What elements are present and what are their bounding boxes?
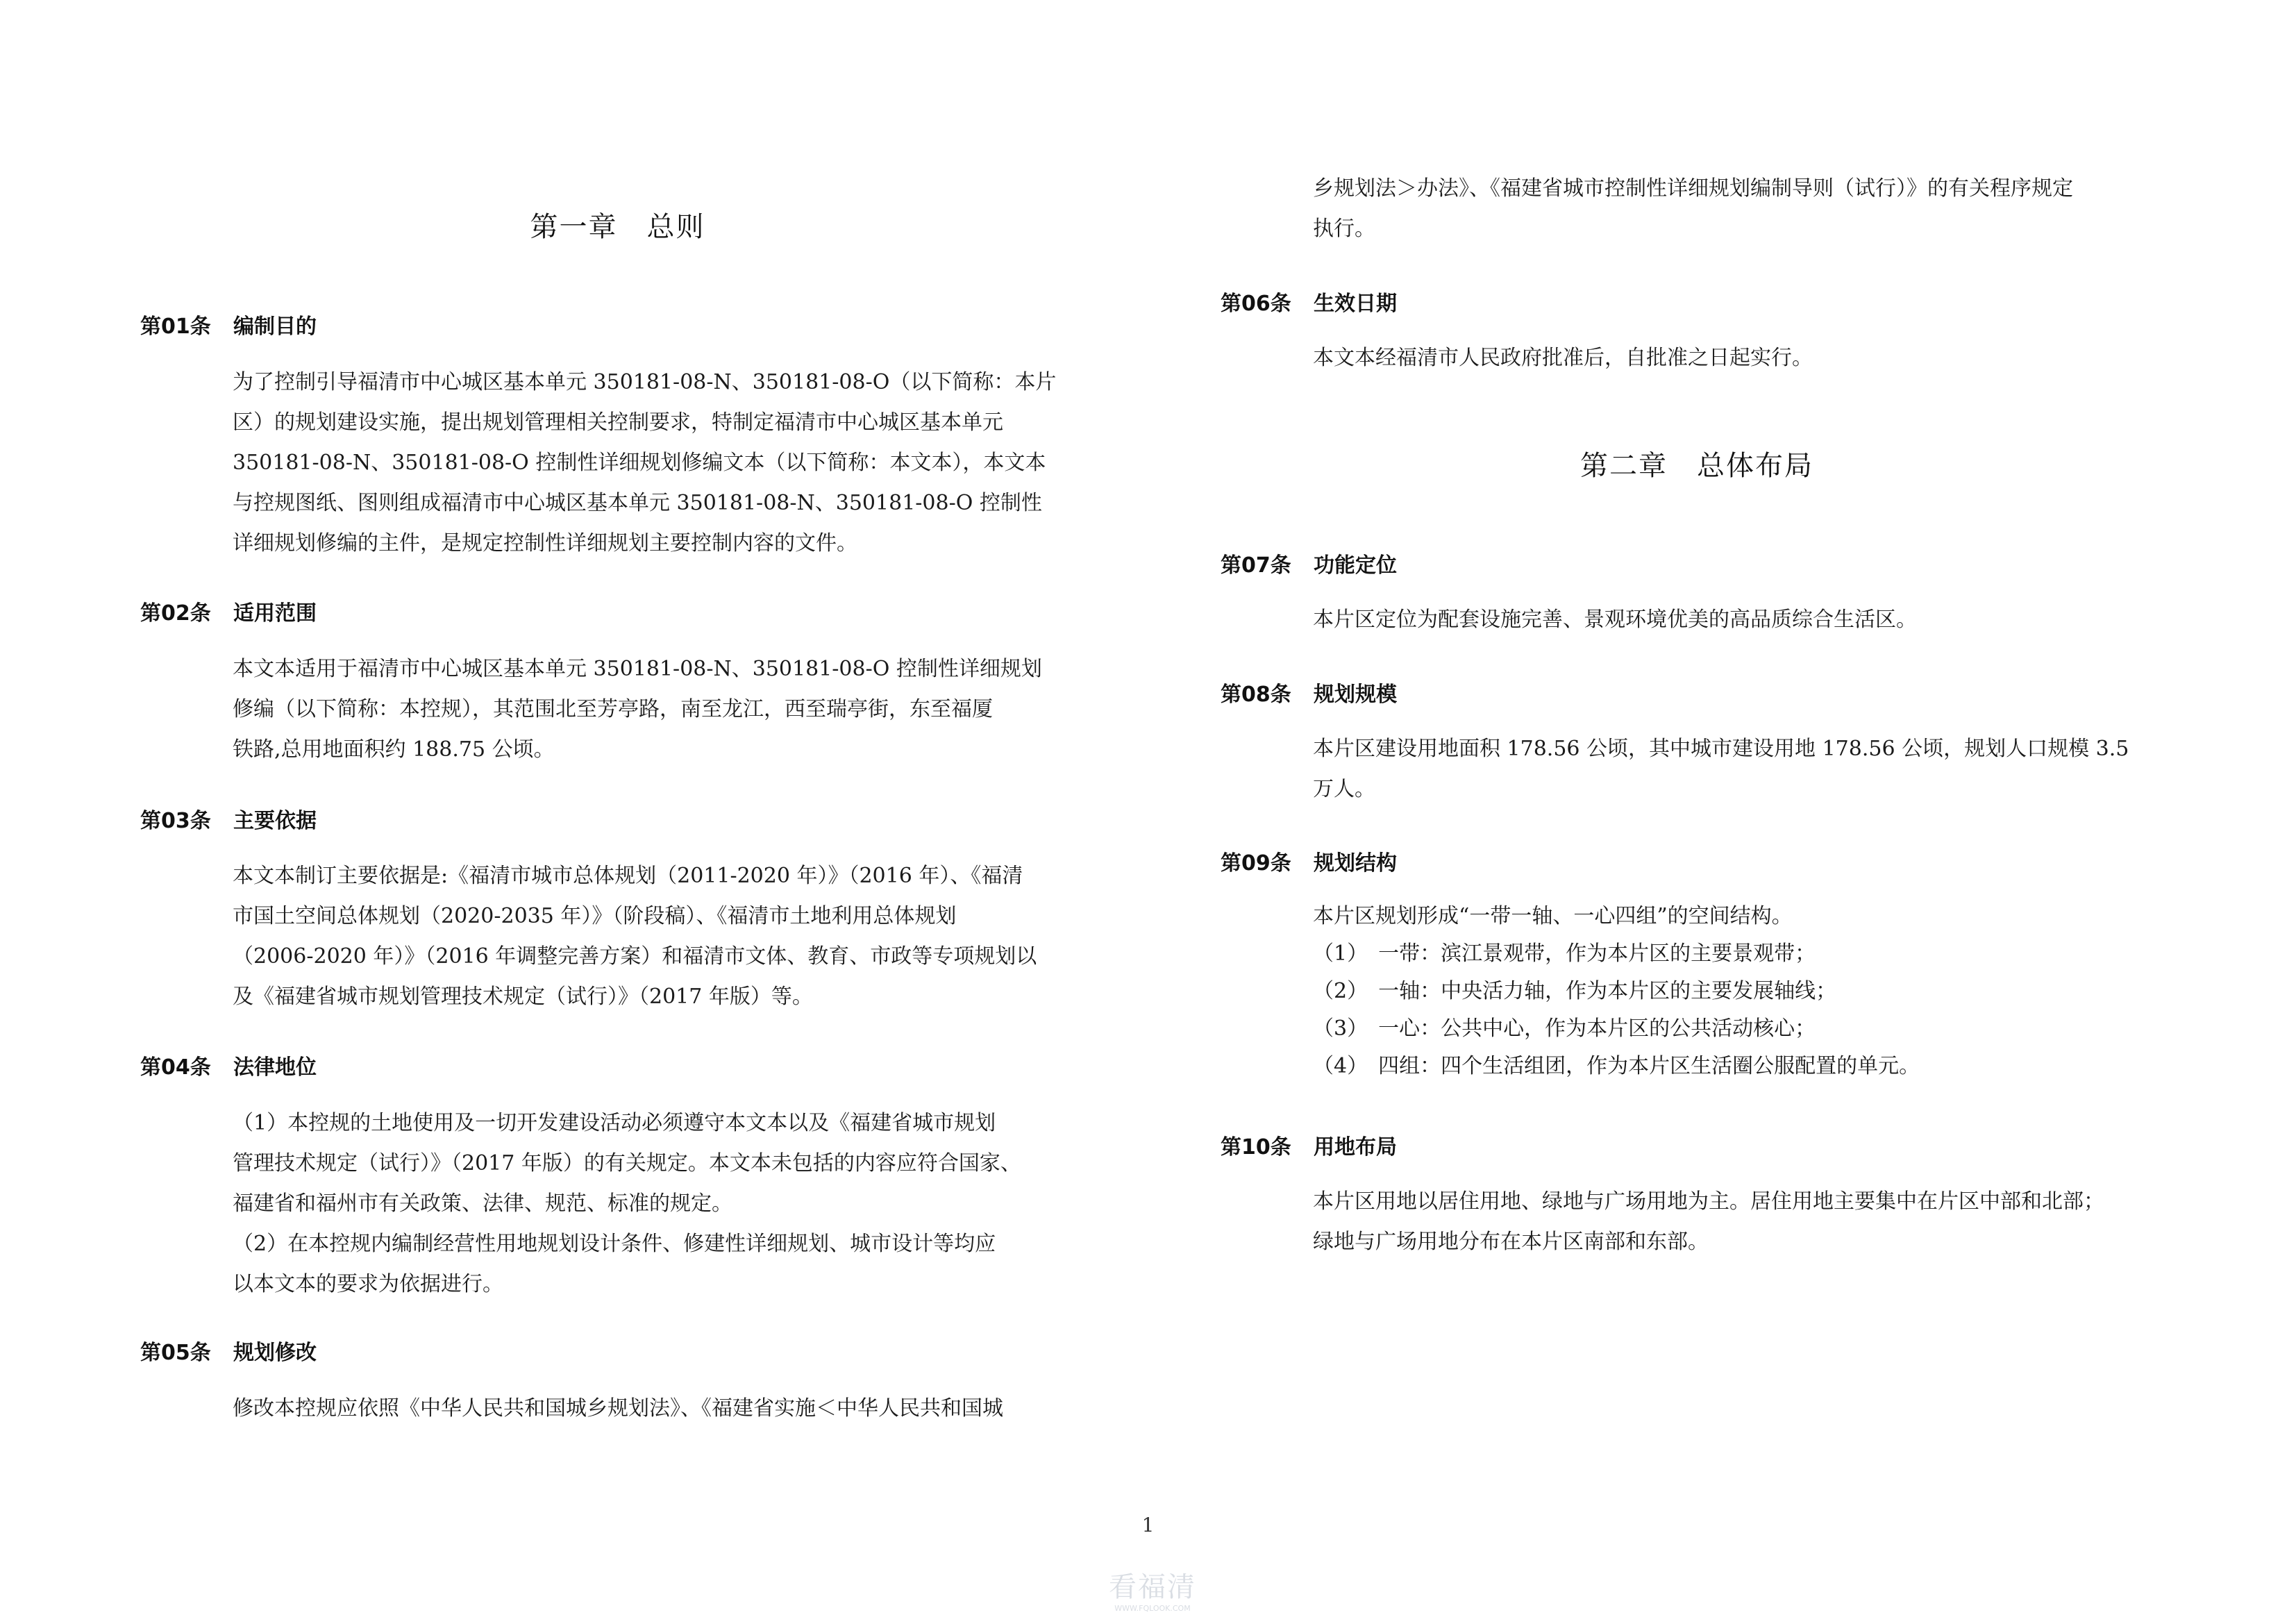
article-01-line: 详细规划修编的主件，是规定控制性详细规划主要控制内容的文件。 xyxy=(233,531,857,555)
page-number: 1 xyxy=(1141,1514,1155,1537)
article-01-line: 350181-08-N、350181-08-O 控制性详细规划修编文本（以下简称：本文本），本文本 xyxy=(233,451,1046,475)
article-05-continued-body xyxy=(1313,169,2173,249)
article-06-number: 第06条 xyxy=(1221,292,1291,316)
article-05-line: 修改本控规应依照《中华人民共和国城乡规划法》、《福建省实施＜中华人民共和国城 xyxy=(233,1396,1003,1421)
article-03-number: 第03条 xyxy=(140,809,211,833)
article-02-line: 修编（以下简称：本控规），其范围北至芳亭路，南至龙江，西至瑞亭街，东至福厦 xyxy=(233,697,993,721)
article-05-heading xyxy=(140,1335,317,1366)
article-04-title: 法律地位 xyxy=(233,1055,317,1080)
article-09-heading xyxy=(1221,846,1397,876)
article-07-heading xyxy=(1221,548,1397,578)
article-01-heading xyxy=(140,309,317,340)
article-07-number: 第07条 xyxy=(1221,553,1291,578)
article-04-line: 以本文本的要求为依据进行。 xyxy=(233,1272,503,1296)
article-04-line: （2）在本控规内编制经营性用地规划设计条件、修建性详细规划、城市设计等均应 xyxy=(233,1232,996,1256)
article-02-line: 本文本适用于福清市中心城区基本单元 350181-08-N、350181-08-O 控制性详细规划 xyxy=(233,657,1042,681)
article-06-body xyxy=(1313,338,2173,378)
article-03-body xyxy=(233,856,1095,1017)
article-02-number: 第02条 xyxy=(140,601,211,626)
article-05-line: 执行。 xyxy=(1313,217,1375,241)
article-02-heading xyxy=(140,596,317,626)
article-10-body xyxy=(1313,1182,2173,1262)
article-08-body xyxy=(1313,729,2173,810)
article-04-number: 第04条 xyxy=(140,1055,211,1080)
article-04-line: 管理技术规定（试行）》（2017 年版）的有关规定。本文本未包括的内容应符合国家、 xyxy=(233,1151,1021,1175)
article-03-line: （2006-2020 年）》（2016 年调整完善方案）和福清市文体、教育、市政等专项规划以 xyxy=(233,944,1037,969)
article-01-line: 与控规图纸、图则组成福清市中心城区基本单元 350181-08-N、350181-08-O 控制性 xyxy=(233,491,1042,515)
article-03-heading xyxy=(140,803,317,834)
article-02-title: 适用范围 xyxy=(233,601,317,626)
article-09-title: 规划结构 xyxy=(1314,851,1397,876)
article-10-heading xyxy=(1221,1130,1397,1160)
article-06-title: 生效日期 xyxy=(1314,292,1397,316)
article-03-line: 及《福建省城市规划管理技术规定（试行）》（2017 年版）等。 xyxy=(233,985,813,1009)
article-03-line: 本文本制订主要依据是:《福清市城市总体规划（2011-2020 年）》（2016 年）、《福清 xyxy=(233,864,1023,888)
article-09-line: 本片区规划形成“一带一轴、一心四组”的空间结构。 xyxy=(1313,904,1793,928)
article-01-number: 第01条 xyxy=(140,315,211,339)
watermark-text: 看福清 xyxy=(1109,1571,1196,1603)
article-01-body xyxy=(233,362,1095,564)
watermark-logo xyxy=(1104,1571,1201,1619)
chapter-1-title: 第一章 总则 xyxy=(530,211,705,243)
article-01-line: 为了控制引导福清市中心城区基本单元 350181-08-N、350181-08-O（以下简称：本片 xyxy=(233,370,1057,394)
article-05-number: 第05条 xyxy=(140,1341,211,1365)
article-03-line: 市国土空间总体规划（2020-2035 年）》（阶段稿）、《福清市土地利用总体规划 xyxy=(233,904,957,928)
article-09-line: （3） 一心：公共中心，作为本片区的公共活动核心； xyxy=(1313,1016,1816,1041)
article-03-title: 主要依据 xyxy=(233,809,317,833)
article-06-heading xyxy=(1221,286,1397,317)
article-09-line: （1） 一带：滨江景观带，作为本片区的主要景观带； xyxy=(1313,941,1816,966)
article-09-line: （4） 四组：四个生活组团，作为本片区生活圈公服配置的单元。 xyxy=(1313,1054,1920,1078)
article-08-title: 规划规模 xyxy=(1314,683,1397,707)
article-05-body xyxy=(233,1389,1095,1429)
article-01-title: 编制目的 xyxy=(233,315,317,339)
article-10-line: 绿地与广场用地分布在本片区南部和东部。 xyxy=(1313,1230,1709,1254)
article-06-line: 本文本经福清市人民政府批准后，自批准之日起实行。 xyxy=(1313,346,1813,370)
article-08-line: 本片区建设用地面积 178.56 公顷，其中城市建设用地 178.56 公顷，规划人口规模 3.5 xyxy=(1313,737,2129,761)
article-07-line: 本片区定位为配套设施完善、景观环境优美的高品质综合生活区。 xyxy=(1313,608,1917,632)
article-05-title: 规划修改 xyxy=(233,1341,317,1365)
article-10-title: 用地布局 xyxy=(1314,1135,1397,1160)
article-04-line: 福建省和福州市有关政策、法律、规范、标准的规定。 xyxy=(233,1191,732,1216)
article-05-line: 乡规划法＞办法》、《福建省城市控制性详细规划编制导则（试行）》的有关程序规定 xyxy=(1313,176,2073,201)
article-08-number: 第08条 xyxy=(1221,683,1291,707)
chapter-2-title: 第二章 总体布局 xyxy=(1580,450,1813,482)
article-08-heading xyxy=(1221,677,1397,708)
article-04-heading xyxy=(140,1050,317,1080)
article-04-body xyxy=(233,1103,1095,1305)
article-02-body xyxy=(233,649,1095,770)
article-10-number: 第10条 xyxy=(1221,1135,1291,1160)
article-09-line: （2） 一轴：中央活力轴，作为本片区的主要发展轴线； xyxy=(1313,979,1837,1003)
article-09-body xyxy=(1313,898,2173,1085)
article-07-body xyxy=(1313,600,2173,640)
article-02-line: 铁路,总用地面积约 188.75 公顷。 xyxy=(233,737,555,762)
article-01-line: 区）的规划建设实施，提出规划管理相关控制要求，特制定福清市中心城区基本单元 xyxy=(233,410,1003,435)
article-07-title: 功能定位 xyxy=(1314,553,1397,578)
watermark-url: WWW.FQLOOK.COM xyxy=(1114,1604,1191,1613)
article-10-line: 本片区用地以居住用地、绿地与广场用地为主。居住用地主要集中在片区中部和北部； xyxy=(1313,1189,2104,1214)
article-04-line: （1）本控规的土地使用及一切开发建设活动必须遵守本文本以及《福建省城市规划 xyxy=(233,1111,996,1135)
article-09-number: 第09条 xyxy=(1221,851,1291,876)
article-08-line: 万人。 xyxy=(1313,777,1375,801)
